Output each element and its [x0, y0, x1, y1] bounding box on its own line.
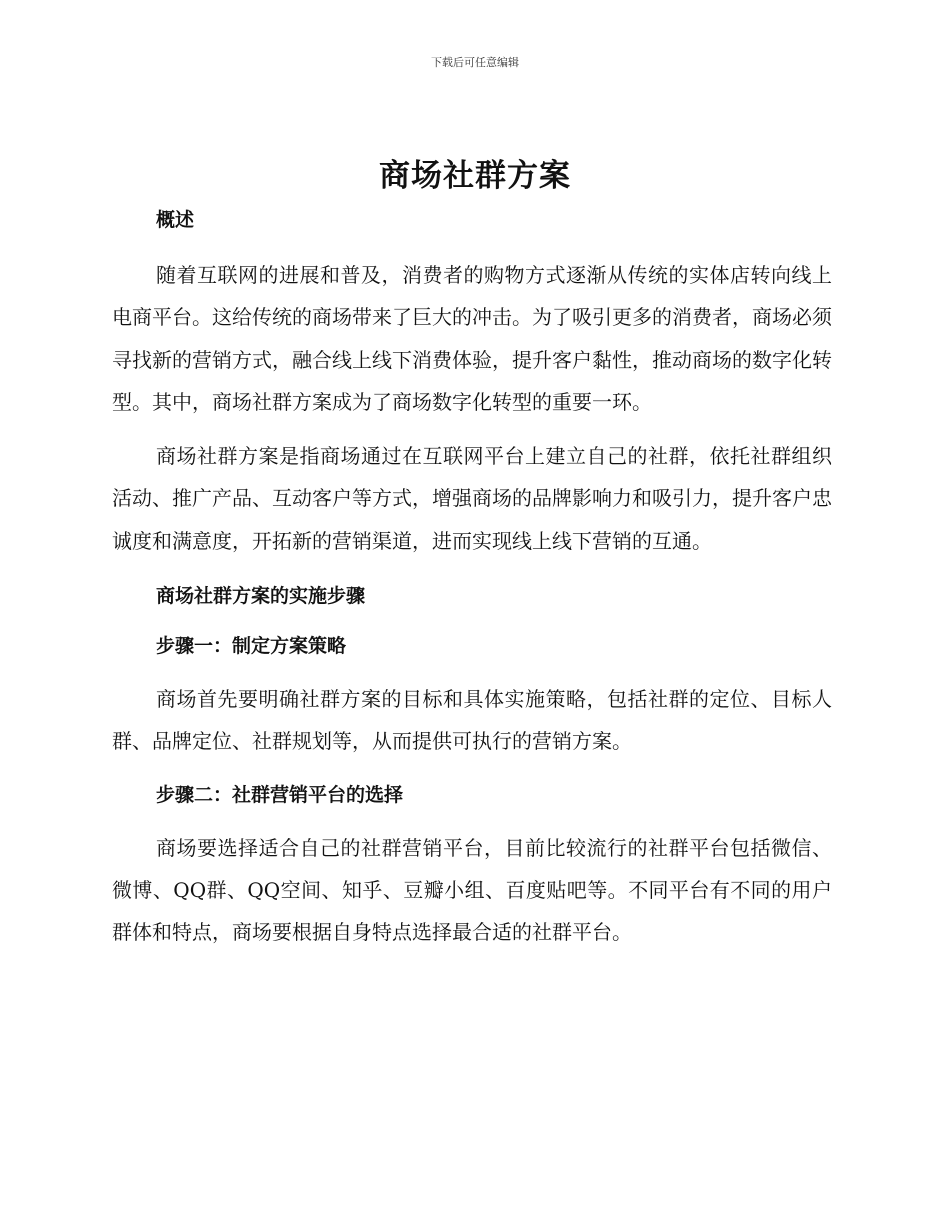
step1-heading: 步骤一：制定方案策略 [156, 635, 347, 658]
page-title: 商场社群方案 [379, 158, 571, 194]
overview-heading: 概述 [156, 209, 195, 231]
header-note: 下载后可任意编辑 [431, 56, 519, 69]
step2-body: 商场要选择适合自己的社群营销平台，目前比较流行的社群平台包括微信、微博、QQ群、QQ空间、知乎、豆瓣小组、百度贴吧等。不同平台有不同的用户群体和特点，商场要根据自身特点选择最合适的社群平台。 [112, 835, 832, 945]
overview-paragraph-2: 商场社群方案是指商场通过在互联网平台上建立自己的社群，依托社群组织活动、推广产品、互动客户等方式，增强商场的品牌影响力和吸引力，提升客户忠诚度和满意度，开拓新的营销渠道，进而实现线上线下营销的互通。 [112, 444, 832, 553]
steps-heading: 商场社群方案的实施步骤 [156, 585, 366, 608]
step2-heading: 步骤二：社群营销平台的选择 [156, 783, 404, 806]
overview-paragraph-1: 随着互联网的进展和普及，消费者的购物方式逐渐从传统的实体店转向线上电商平台。这给传统的商场带来了巨大的冲击。为了吸引更多的消费者，商场必须寻找新的营销方式，融合线上线下消费体验，提升客户黏性，推动商场的数字化转型。其中，商场社群方案成为了商场数字化转型的重要一环。 [112, 263, 832, 414]
document-body [112, 202, 832, 954]
step1-body: 商场首先要明确社群方案的目标和具体实施策略，包括社群的定位、目标人群、品牌定位、社群规划等，从而提供可执行的营销方案。 [112, 687, 832, 754]
